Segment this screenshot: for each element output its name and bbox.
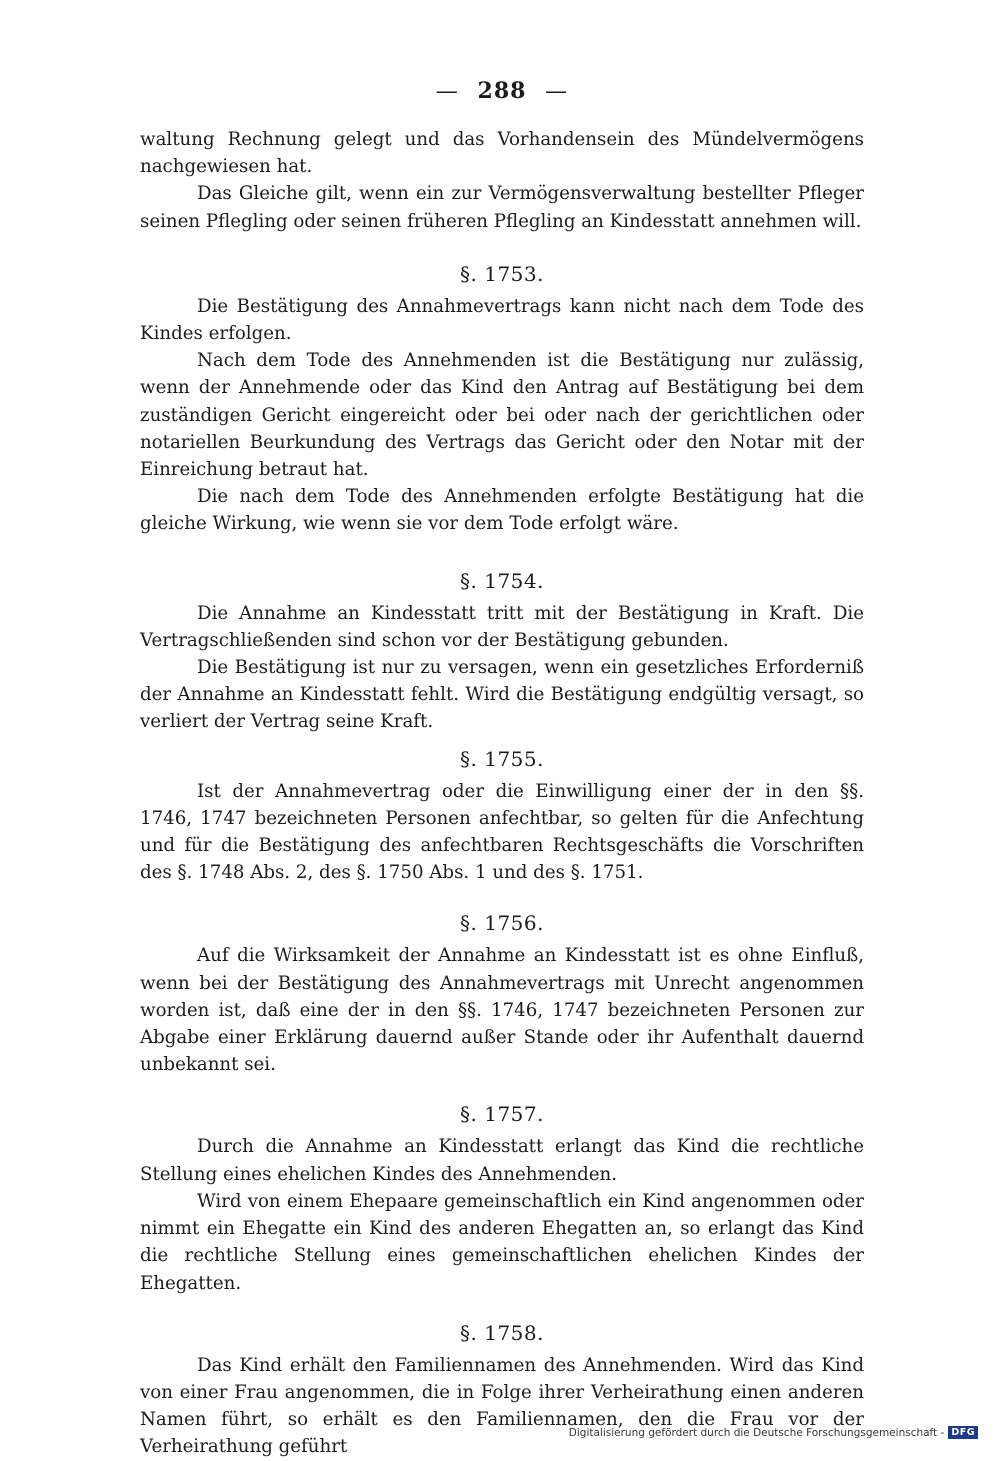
page-number: 288 (477, 78, 527, 104)
page-number-dash-right: — (545, 79, 569, 104)
paragraph: Durch die Annahme an Kindesstatt erlangt das Kind die rechtliche Stellung eines ehelichen Kindes des Annehmenden. (140, 1136, 864, 1185)
section-heading: §. 1758. (460, 1320, 544, 1345)
paragraph: Die Bestätigung ist nur zu versagen, wenn ein gesetzliches Erforderniß der Annahme an Kindesstatt fehlt. Wird die Bestätigung endgültig versagt, so verliert der Vertrag seine Kraft. (140, 657, 864, 733)
section-heading: §. 1754. (460, 568, 544, 593)
page-number-dash-left: — (435, 79, 459, 104)
paragraph: Die nach dem Tode des Annehmenden erfolgte Bestätigung hat die gleiche Wirkung, wie wenn sie vor dem Tode erfolgt wäre. (140, 486, 864, 535)
paragraph: Die Annahme an Kindesstatt tritt mit der Bestätigung in Kraft. Die Vertragschließenden sind schon vor der Bestätigung gebunden. (140, 602, 864, 651)
paragraph: Die Bestätigung des Annahmevertrags kann nicht nach dem Tode des Kindes erfolgen. (140, 295, 864, 345)
paragraph: Auf die Wirksamkeit der Annahme an Kindesstatt ist es ohne Einfluß, wenn bei der Bestätigung des Annahmevertrags mit Unrecht angenommen worden ist, daß eine der in den §§. 1746, 1747 bezeichneten Personen zur Abgabe einer Erklärung dauernd außer Stande oder ihr Aufenthalt dauernd unbekannt sei. (140, 945, 864, 1076)
paragraph: waltung Rechnung gelegt und das Vorhandensein des Mündelvermögens nachgewiesen hat. (140, 129, 864, 178)
section-heading: §. 1755. (460, 746, 544, 771)
footer-text: Digitalisierung gefördert durch die Deutsche Forschungsgemeinschaft - (568, 1426, 945, 1439)
dfg-logo: DFG (948, 1426, 978, 1439)
paragraph: Nach dem Tode des Annehmenden ist die Bestätigung nur zulässig, wenn der Annehmende oder das Kind den Antrag auf Bestätigung bei dem zuständigen Gericht eingereicht oder bei oder nach der gerichtlichen oder notariellen Beurkundung des Vertrags das Gericht oder den Notar mit der Einreichung betraut hat. (140, 350, 864, 481)
document-page (140, 78, 864, 1461)
paragraph: Das Gleiche gilt, wenn ein zur Vermögensverwaltung bestellter Pfleger seinen Pflegling oder seinen früheren Pflegling an Kindesstatt annehmen will. (140, 183, 864, 232)
page-number-line (140, 78, 864, 110)
section-heading: §. 1756. (460, 911, 544, 936)
digitization-footer (569, 1426, 978, 1439)
section-heading: §. 1753. (460, 261, 544, 286)
paragraph: Ist der Annahmevertrag oder die Einwilligung einer der in den §§. 1746, 1747 bezeichneten Personen anfechtbar, so gelten für die Anfechtung und für die Bestätigung des anfechtbaren Rechtsgeschäfts die Vorschriften des §. 1748 Abs. 2, des §. 1750 Abs. 1 und des §. 1751. (140, 780, 864, 884)
paragraph: Wird von einem Ehepaare gemeinschaftlich ein Kind angenommen oder nimmt ein Ehegatte ein Kind des anderen Ehegatten an, so erlangt das Kind die rechtliche Stellung eines gemeinschaftlichen ehelichen Kindes der Ehegatten. (140, 1190, 864, 1294)
section-heading: §. 1757. (460, 1102, 544, 1127)
paragraph: Das Kind erhält den Familiennamen des Annehmenden. Wird das Kind von einer Frau angenommen, die in Folge ihrer Verheirathung einen anderen Namen führt, so erhält es den Familiennamen, den die Frau vor der Verheirathung geführt (140, 1354, 864, 1458)
